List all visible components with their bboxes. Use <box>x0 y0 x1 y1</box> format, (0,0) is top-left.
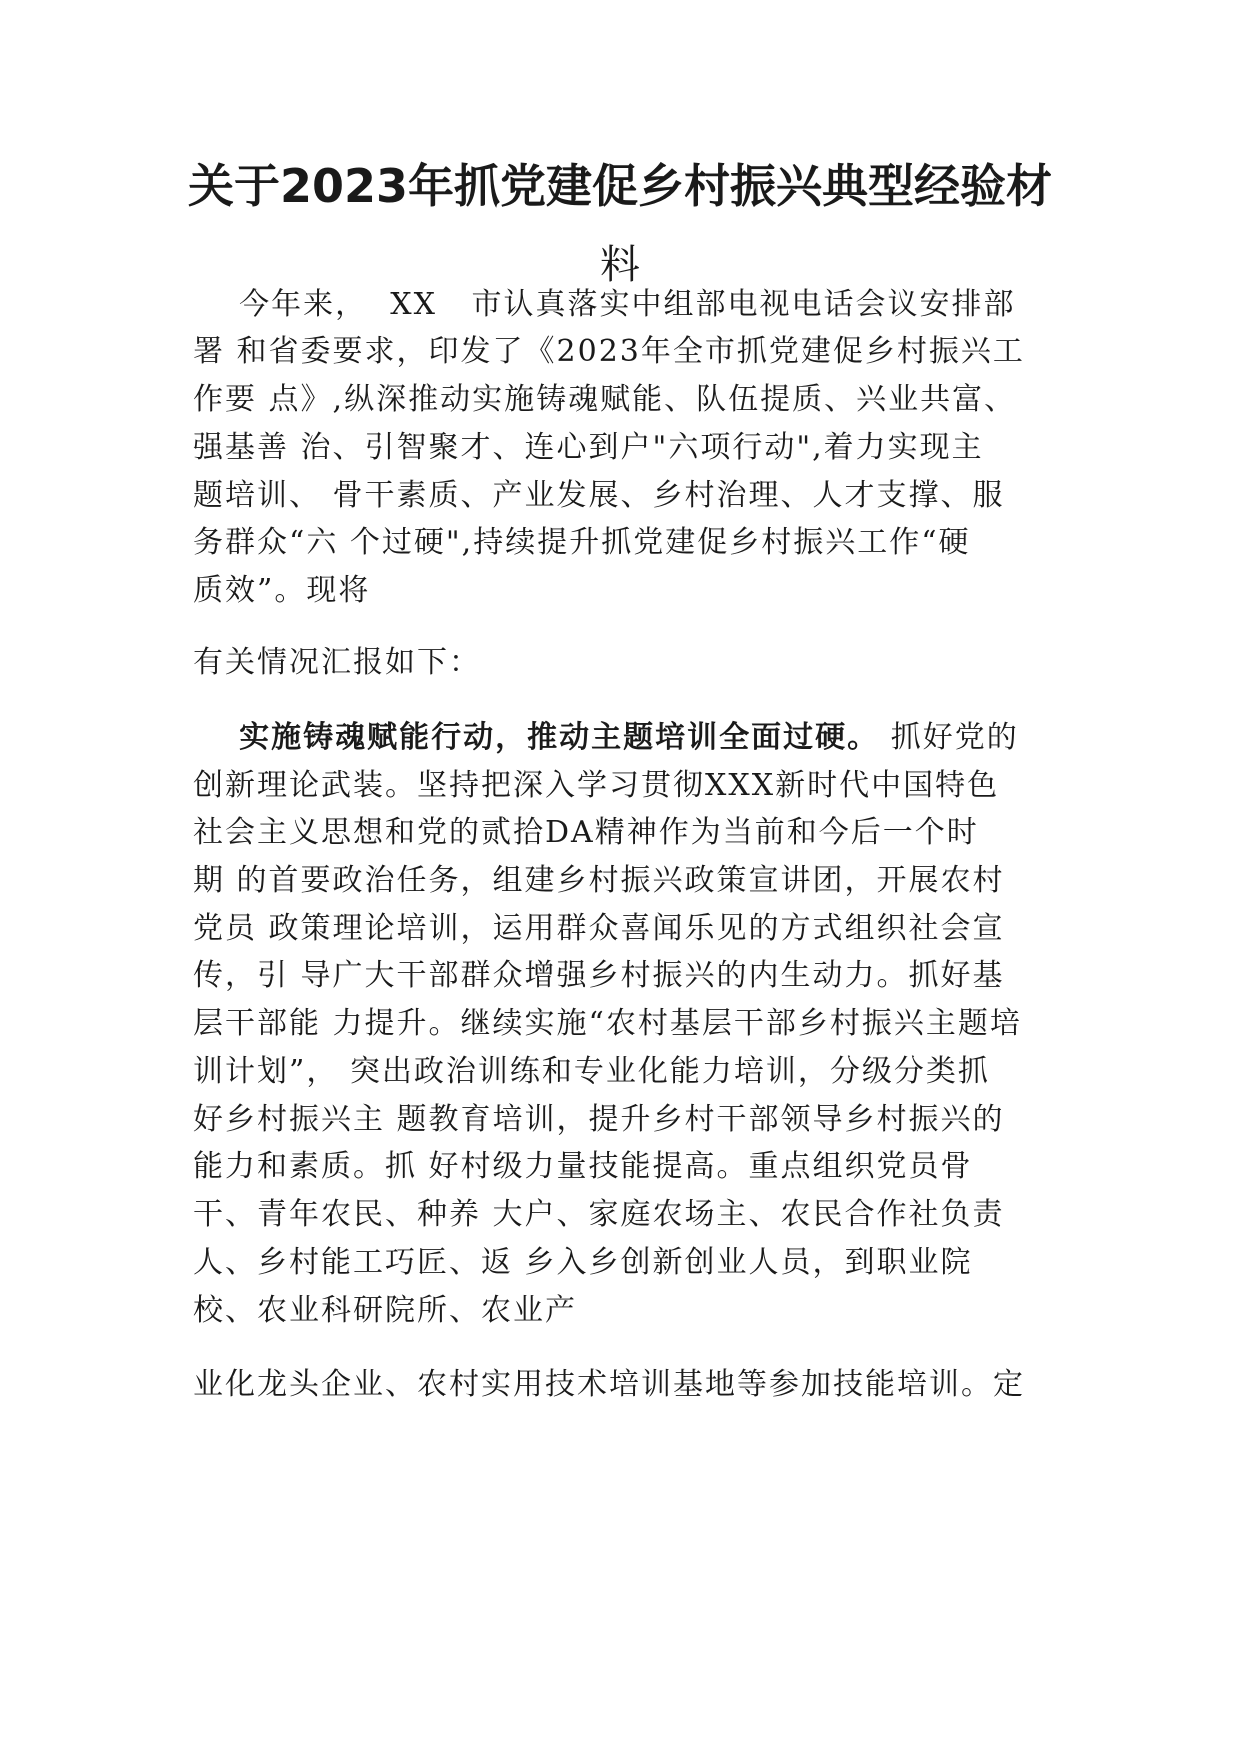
intro-line: 强基善 治、引智聚才、连心到户"六项行动",着力实现主 <box>193 430 984 465</box>
section1-line: 期 的首要政治任务，组建乡村振兴政策宣讲团，开展农村 <box>193 863 1005 898</box>
section1-line: 社会主义思想和党的贰拾DA精神作为当前和今后一个时 <box>193 815 979 850</box>
report-line: 有关情况汇报如下： <box>193 645 481 680</box>
section1-line: 训计划”， 突出政治训练和专业化能力培训，分级分类抓 <box>193 1054 990 1089</box>
document-title-line-2: 料 <box>600 242 640 288</box>
intro-line: 质效”。现将 <box>193 573 371 608</box>
section1-line: 层干部能 力提升。继续实施“农村基层干部乡村振兴主题培 <box>193 1006 1022 1041</box>
intro-line: 务群众“六 个过硬",持续提升抓党建促乡村振兴工作“硬 <box>193 525 971 560</box>
section1-heading: 实施铸魂赋能行动，推动主题培训全面过硬。 <box>239 720 880 755</box>
section1-first-line <box>193 720 1063 755</box>
section1-continuation-line: 业化龙头企业、农村实用技术培训基地等参加技能培训。定 <box>193 1367 1025 1402</box>
section1-line: 传，引 导广大干部群众增强乡村振兴的内生动力。抓好基 <box>193 958 1005 993</box>
section1-line: 党员 政策理论培训，运用群众喜闻乐见的方式组织社会宣 <box>193 911 1005 946</box>
section1-first-line-tail: 抓好党的 <box>879 720 1019 755</box>
section1-line: 校、农业科研院所、农业产 <box>193 1293 577 1328</box>
section1-line: 好乡村振兴主 题教育培训，提升乡村干部领导乡村振兴的 <box>193 1102 1005 1137</box>
section1-line: 创新理论武装。坚持把深入学习贯彻XXX新时代中国特色 <box>193 768 1000 803</box>
document-title-line-1: 关于2023年抓党建促乡村振兴典型经验材 <box>187 159 1053 213</box>
intro-line: 题培训、 骨干素质、产业发展、乡村治理、人才支撑、服 <box>193 478 1005 513</box>
intro-line: 今年来， XX 市认真落实中组部电视电话会议安排部 <box>193 287 1016 322</box>
intro-line: 署 和省委要求，印发了《2023年全市抓党建促乡村振兴工 <box>193 334 1025 369</box>
section1-line: 干、青年农民、种养 大户、家庭农场主、农民合作社负责 <box>193 1197 1005 1232</box>
section1-line: 人、乡村能工巧匠、返 乡入乡创新创业人员，到职业院 <box>193 1245 973 1280</box>
section1-line: 能力和素质。抓 好村级力量技能提高。重点组织党员骨 <box>193 1149 973 1184</box>
intro-line: 作要 点》,纵深推动实施铸魂赋能、队伍提质、兴业共富、 <box>193 382 1017 417</box>
